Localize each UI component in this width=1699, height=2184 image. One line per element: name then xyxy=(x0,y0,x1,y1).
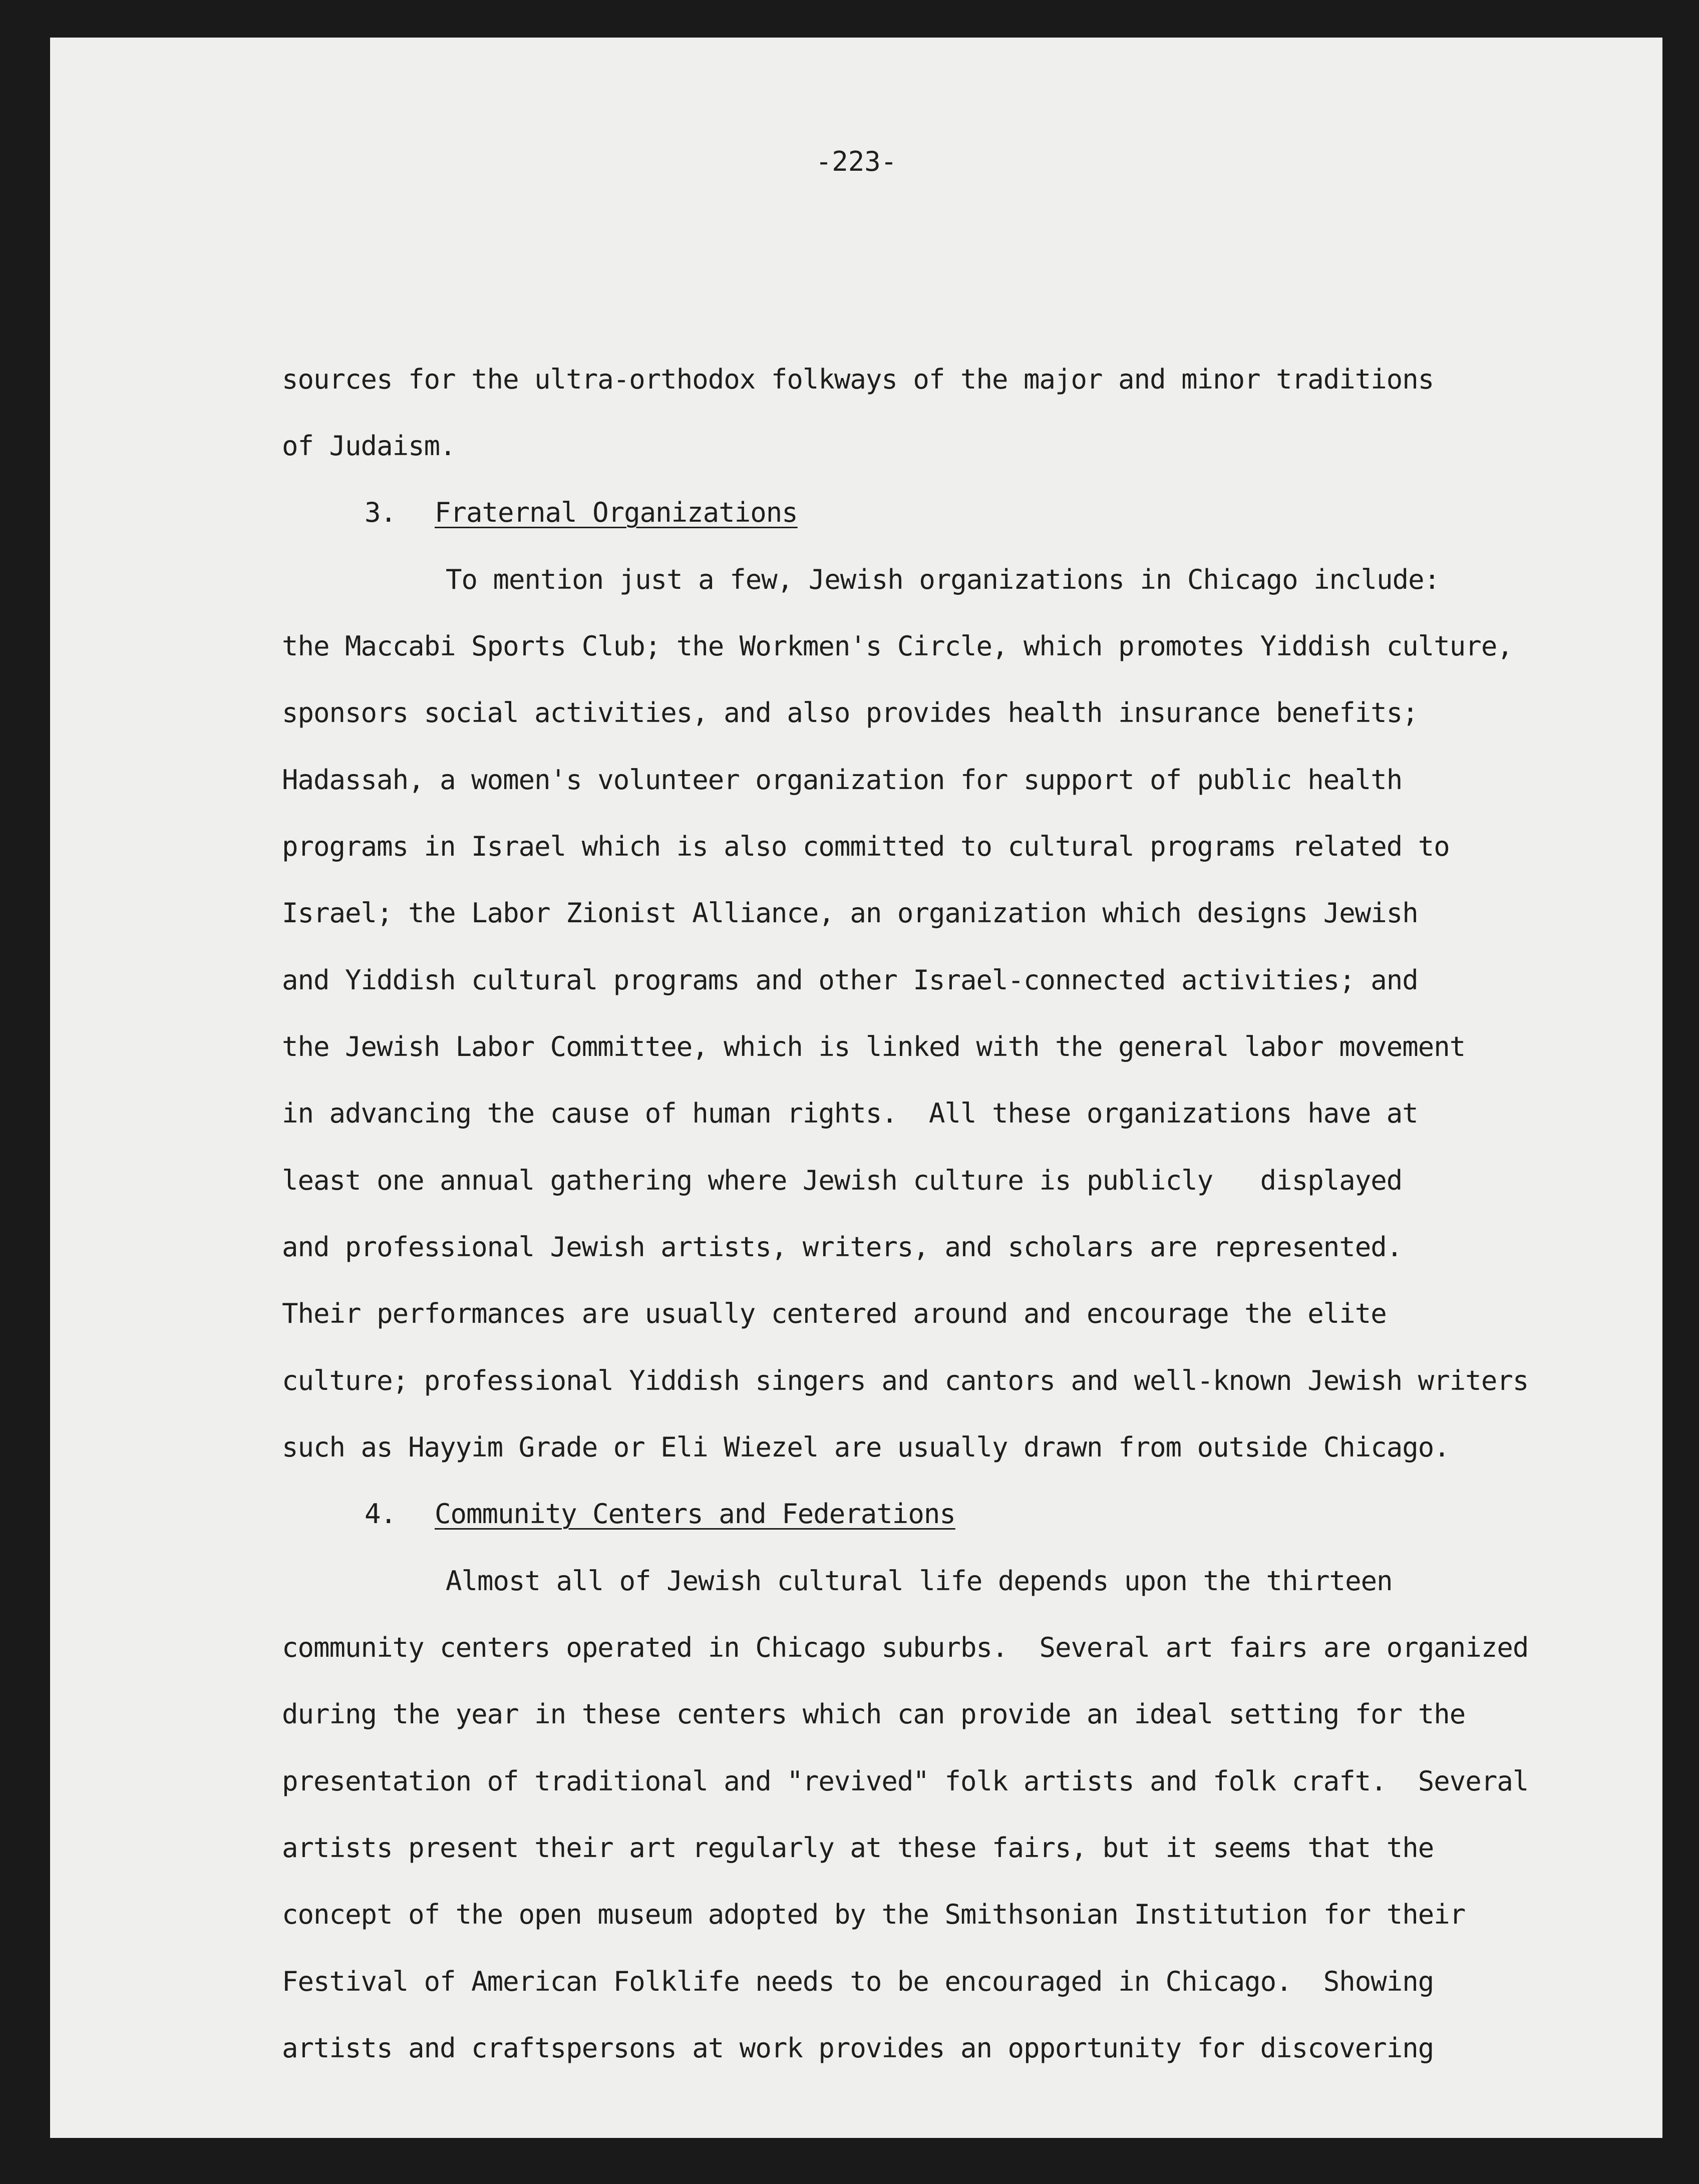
text-line: and professional Jewish artists, writers, and scholars are represented. xyxy=(282,1231,1403,1263)
text-line: in advancing the cause of human rights. All these organizations have at xyxy=(282,1098,1418,1129)
text-line: artists and craftspersons at work provides an opportunity for discovering xyxy=(282,2032,1434,2064)
text-line: programs in Israel which is also committed to cultural programs related to xyxy=(282,831,1450,862)
section-heading-fraternal-organizations xyxy=(365,493,798,533)
text-line: culture; professional Yiddish singers and cantors and well-known Jewish writers xyxy=(282,1365,1529,1396)
document-page xyxy=(50,38,1662,2138)
paragraph-first-line: Almost all of Jewish cultural life depends upon the thirteen xyxy=(446,1565,1393,1597)
text-line: least one annual gathering where Jewish culture is publicly displayed xyxy=(282,1165,1403,1196)
section-title: Fraternal Organizations xyxy=(435,497,798,528)
text-line: presentation of traditional and "revived" folk artists and folk craft. Several xyxy=(282,1765,1529,1797)
text-line: such as Hayyim Grade or Eli Wiezel are usually drawn from outside Chicago. xyxy=(282,1431,1450,1463)
section-number: 4. xyxy=(365,1498,397,1530)
text-line: Their performances are usually centered around and encourage the elite xyxy=(282,1298,1387,1329)
text-line: sources for the ultra-orthodox folkways of the major and minor traditions xyxy=(282,363,1434,395)
text-line: artists present their art regularly at these fairs, but it seems that the xyxy=(282,1832,1434,1864)
section-number: 3. xyxy=(365,497,397,528)
text-line: Israel; the Labor Zionist Alliance, an organization which designs Jewish xyxy=(282,897,1418,929)
text-line: community centers operated in Chicago suburbs. Several art fairs are organized xyxy=(282,1632,1529,1663)
text-line: the Jewish Labor Committee, which is linked with the general labor movement xyxy=(282,1031,1466,1062)
section-heading-community-centers xyxy=(365,1494,955,1534)
section-title: Community Centers and Federations xyxy=(435,1498,955,1530)
page-number: -223- xyxy=(815,146,897,177)
text-line: of Judaism. xyxy=(282,430,456,462)
paragraph-first-line: To mention just a few, Jewish organizations in Chicago include: xyxy=(446,564,1440,595)
text-line: during the year in these centers which can provide an ideal setting for the xyxy=(282,1698,1466,1730)
text-line: sponsors social activities, and also provides health insurance benefits; xyxy=(282,697,1418,729)
text-line: Hadassah, a women's volunteer organization for support of public health xyxy=(282,764,1403,796)
text-line: concept of the open museum adopted by the Smithsonian Institution for their xyxy=(282,1899,1466,1930)
text-line: Festival of American Folklife needs to be encouraged in Chicago. Showing xyxy=(282,1966,1434,1997)
text-line: and Yiddish cultural programs and other Israel-connected activities; and xyxy=(282,964,1418,996)
body-text xyxy=(50,38,1662,2138)
text-line: the Maccabi Sports Club; the Workmen's Circle, which promotes Yiddish culture, xyxy=(282,630,1513,662)
